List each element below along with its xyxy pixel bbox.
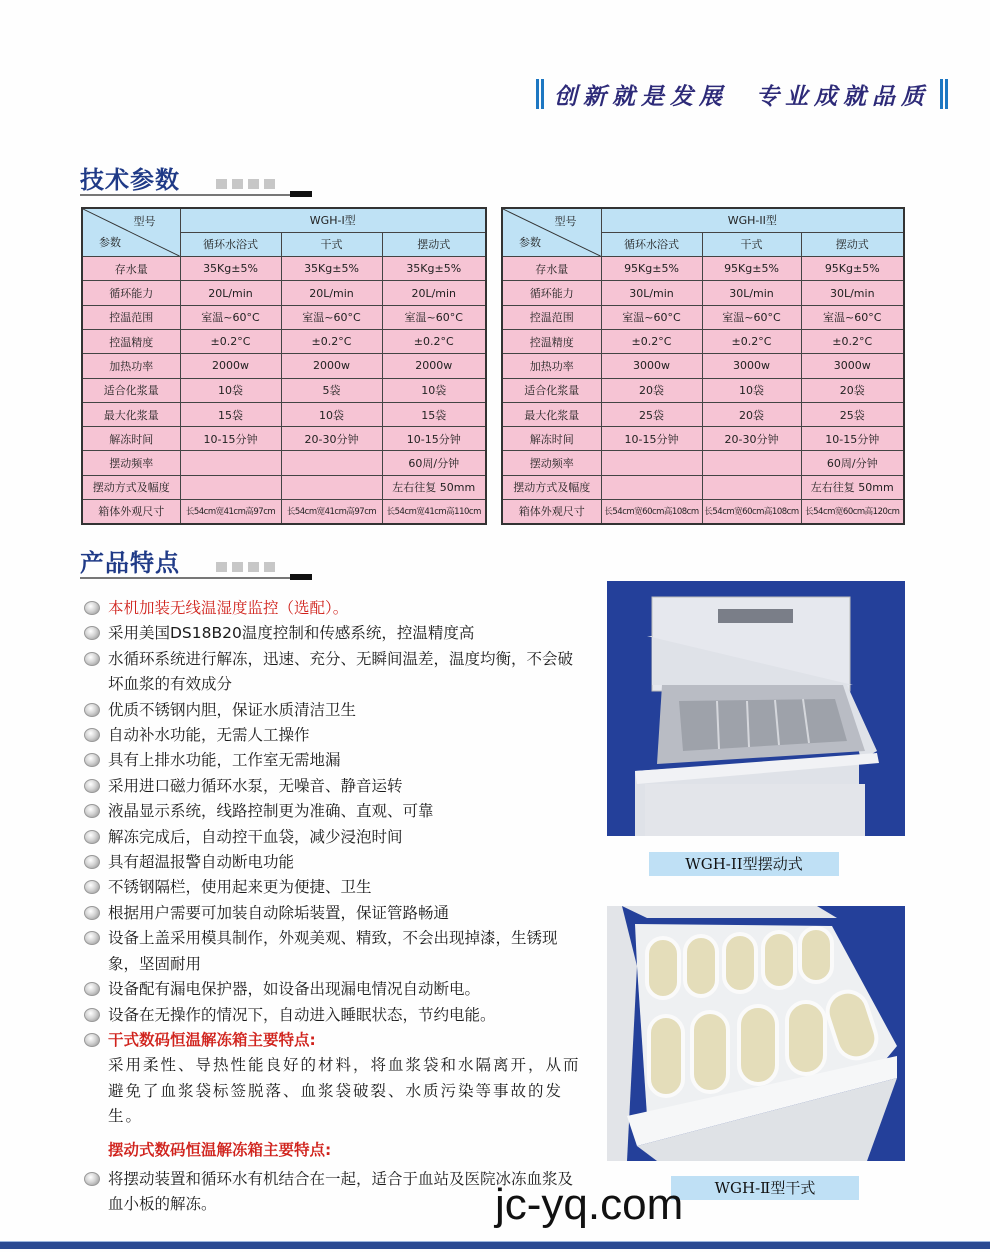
bullet-icon — [84, 855, 100, 869]
list-item: 液晶显示系统，线路控制更为准确、直观、可靠 — [84, 799, 584, 824]
bullet-icon — [84, 779, 100, 793]
watermark: jc-yq.com — [495, 1180, 684, 1229]
table-row: 控温精度 ±0.2°C ±0.2°C ±0.2°C — [502, 329, 904, 353]
slogan-text: 创新就是发展 专业成就品质 — [554, 82, 931, 110]
list-item: 将摆动装置和循环水有机结合在一起，适合于血站及医院冰冻血浆及血小板的解冻。 — [84, 1167, 584, 1218]
list-item: 优质不锈钢内胆，保证水质清洁卫生 — [84, 698, 584, 723]
bullet-icon — [84, 703, 100, 717]
table-row: 摆动方式及幅度 左右往复 50mm — [502, 475, 904, 499]
swing-heading: 摆动式数码恒温解冻箱主要特点: — [108, 1140, 332, 1159]
table-row: 存水量 35Kg±5% 35Kg±5% 35Kg±5% — [82, 257, 486, 281]
list-item: 本机加装无线温湿度监控（选配）。 — [84, 596, 584, 621]
bullet-icon — [84, 601, 100, 615]
dry-paragraph: 采用柔性、导热性能良好的材料，将血浆袋和水隔离开，从而避免了血浆袋标签脱落、血浆袋破裂、水质污染等事故的发生。 — [108, 1056, 581, 1126]
bullet-icon — [84, 652, 100, 666]
features-section-header — [80, 543, 320, 579]
slogan-bar-right — [940, 79, 948, 109]
list-item: 具有上排水功能，工作室无需地漏 — [84, 748, 584, 773]
list-item: 水循环系统进行解冻，迅速、充分、无瞬间温差，温度均衡，不会破坏血浆的有效成分 — [84, 647, 584, 698]
slogan-bar-left — [536, 79, 544, 109]
table-row: 箱体外观尺寸 长54cm宽41cm高97cm 长54cm宽41cm高97cm 长54cm宽41cm高110cm — [82, 500, 486, 524]
divider-block — [290, 191, 312, 197]
list-item: 采用进口磁力循环水泵，无噪音、静音运转 — [84, 774, 584, 799]
bullet-icon — [84, 830, 100, 844]
list-item: 设备在无操作的情况下，自动进入睡眠状态，节约电能。 — [84, 1003, 584, 1028]
table-row: 加热功率 2000w 2000w 2000w — [82, 354, 486, 378]
spec-table-wgh-i — [81, 207, 487, 525]
decor-dots — [216, 179, 275, 189]
table-corner: 型号 参数 — [82, 208, 180, 257]
table-row: 解冻时间 10-15分钟 20-30分钟 10-15分钟 — [82, 427, 486, 451]
list-item: 采用美国DS18B20温度控制和传感系统，控温精度高 — [84, 621, 584, 646]
divider-block — [290, 574, 312, 580]
table-row: 控温精度 ±0.2°C ±0.2°C ±0.2°C — [82, 329, 486, 353]
bullet-icon — [84, 906, 100, 920]
list-item: 不锈钢隔栏，使用起来更为便捷、卫生 — [84, 875, 584, 900]
column-header: 摆动式 — [801, 232, 904, 256]
bullet-icon — [84, 982, 100, 996]
table-row: 最大化浆量 15袋 10袋 15袋 — [82, 402, 486, 426]
bullet-icon — [84, 804, 100, 818]
table-row: 适合化浆量 20袋 10袋 20袋 — [502, 378, 904, 402]
list-item: 根据用户需要可加装自动除垢装置，保证管路畅通 — [84, 901, 584, 926]
table-row: 摆动频率 60周/分钟 — [82, 451, 486, 475]
table-row: 加热功率 3000w 3000w 3000w — [502, 354, 904, 378]
table-row: 摆动方式及幅度 左右往复 50mm — [82, 475, 486, 499]
photo-caption-swing: WGH-II型摆动式 — [649, 852, 839, 876]
spec-section-title: 技术参数 — [80, 166, 180, 194]
thawer-swing-illustration — [607, 581, 905, 836]
spec-section-header — [80, 160, 320, 196]
column-header: 摆动式 — [382, 232, 486, 256]
table-row: 存水量 95Kg±5% 95Kg±5% 95Kg±5% — [502, 257, 904, 281]
bullet-icon — [84, 1172, 100, 1186]
list-item: 设备上盖采用模具制作，外观美观、精致，不会出现掉漆，生锈现象，坚固耐用 — [84, 926, 584, 977]
list-item: 具有超温报警自动断电功能 — [84, 850, 584, 875]
spec-table-wgh-ii — [501, 207, 905, 525]
column-header: 干式 — [702, 232, 801, 256]
table-corner: 型号 参数 — [502, 208, 601, 257]
list-item: 解冻完成后，自动控干血袋，减少浸泡时间 — [84, 825, 584, 850]
table-row: 最大化浆量 25袋 20袋 25袋 — [502, 402, 904, 426]
features-list — [84, 596, 584, 1218]
list-item-dry-heading: 干式数码恒温解冻箱主要特点: — [84, 1028, 584, 1053]
column-header: 循环水浴式 — [180, 232, 281, 256]
bullet-icon — [84, 626, 100, 640]
thawer-dry-illustration — [607, 906, 905, 1161]
bullet-icon — [84, 880, 100, 894]
model-name: WGH-I型 — [180, 208, 486, 232]
divider — [80, 194, 296, 196]
table-row: 适合化浆量 10袋 5袋 10袋 — [82, 378, 486, 402]
decor-dots — [216, 562, 275, 572]
bullet-icon — [84, 931, 100, 945]
table-row: 循环能力 30L/min 30L/min 30L/min — [502, 281, 904, 305]
bullet-icon — [84, 753, 100, 767]
table-row: 控温范围 室温~60°C 室温~60°C 室温~60°C — [502, 305, 904, 329]
product-photo-swing — [607, 581, 905, 836]
list-item: 设备配有漏电保护器，如设备出现漏电情况自动断电。 — [84, 977, 584, 1002]
table-row: 箱体外观尺寸 长54cm宽60cm高108cm 长54cm宽60cm高108cm 长54cm宽60cm高120cm — [502, 500, 904, 524]
bullet-icon — [84, 1033, 100, 1047]
column-header: 循环水浴式 — [601, 232, 702, 256]
list-item: 自动补水功能，无需人工操作 — [84, 723, 584, 748]
column-header: 干式 — [281, 232, 382, 256]
photo-caption-dry: WGH-Ⅱ型干式 — [671, 1176, 859, 1200]
bullet-icon — [84, 728, 100, 742]
table-row: 解冻时间 10-15分钟 20-30分钟 10-15分钟 — [502, 427, 904, 451]
features-section-title: 产品特点 — [80, 549, 180, 577]
table-row: 循环能力 20L/min 20L/min 20L/min — [82, 281, 486, 305]
divider — [80, 577, 296, 579]
bullet-icon — [84, 1008, 100, 1022]
product-photo-dry — [607, 906, 905, 1161]
table-row: 控温范围 室温~60°C 室温~60°C 室温~60°C — [82, 305, 486, 329]
table-row: 摆动频率 60周/分钟 — [502, 451, 904, 475]
footer-bar — [0, 1241, 990, 1249]
model-name: WGH-II型 — [601, 208, 904, 232]
slogan-banner — [536, 78, 948, 110]
